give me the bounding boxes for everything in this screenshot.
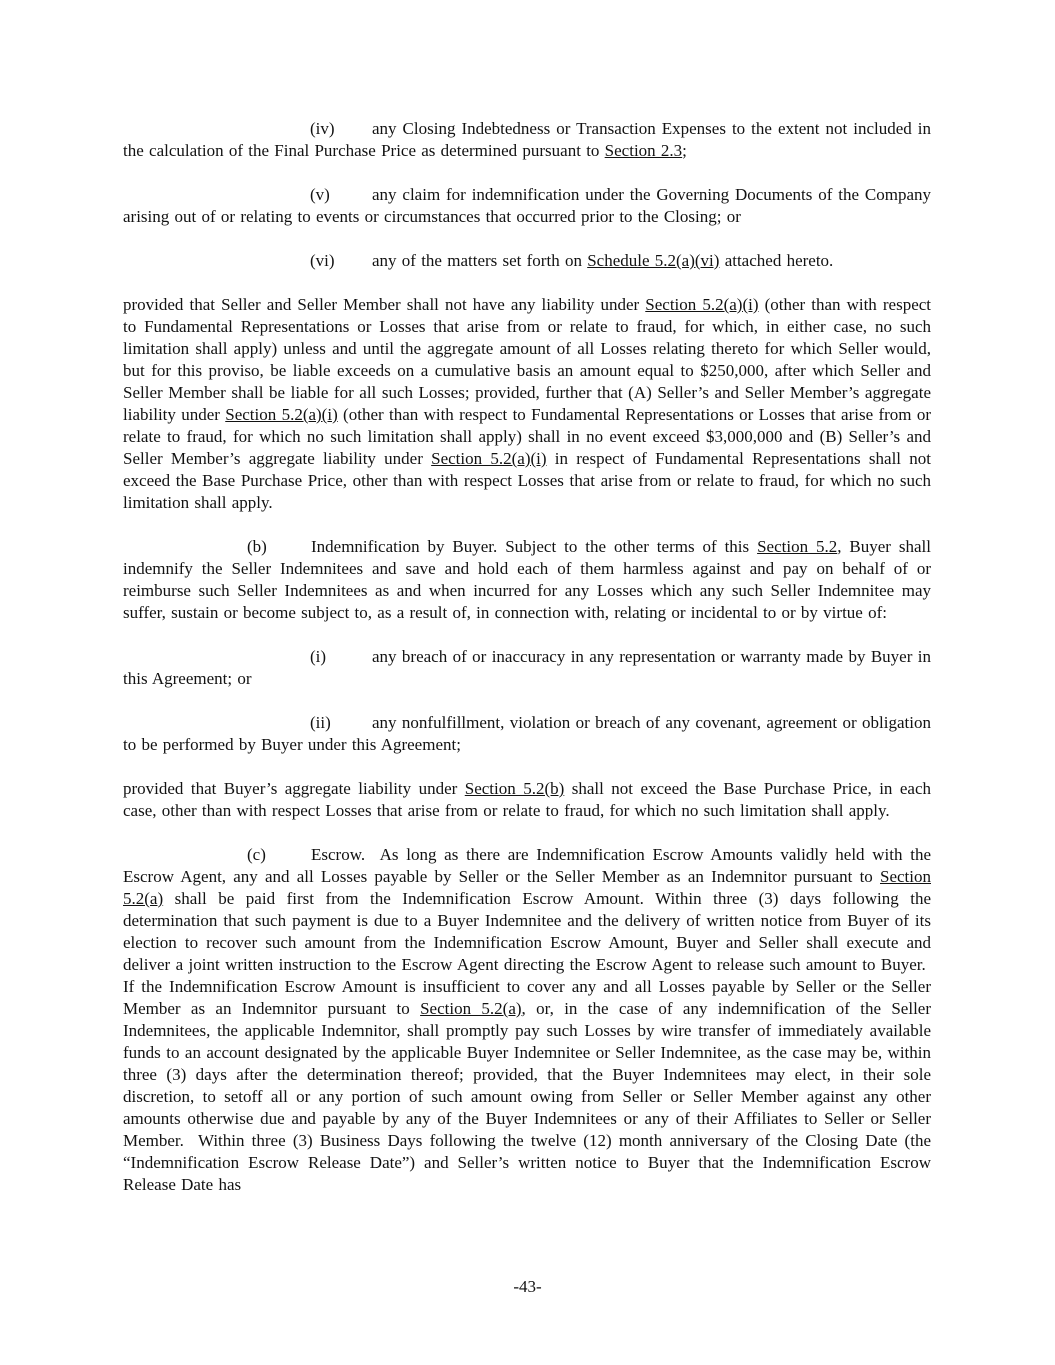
- body-text: provided that Seller and Seller Member shall not have any liability under: [123, 295, 646, 314]
- body-text: any of the matters set forth on: [372, 251, 588, 270]
- document-body: [123, 118, 931, 1218]
- clause-label: (c): [247, 845, 266, 864]
- body-text: , Buyer shall indemnify the Seller Indemnitees and save and hold each of them harmless against and pay on behalf of or reimburse such Seller Indemnitees as and when incurred for any Losses which any such Seller Indemnitee may suffer, sustain or become subject to, as a result of, in connection with, relating or incidental to or by virtue of:: [123, 537, 931, 622]
- body-text: ;: [682, 141, 687, 160]
- body-text: (other than with respect to Fundamental Representations or Losses that arise from or relate to fraud, for which, in either case, no such limitation shall apply) unless and until the aggregate amount of all Losses relating thereto for which Seller would, but for this proviso, be liable exceeds on a cumulative basis an amount equal to $250,000, after which Seller and Seller Member shall be liable for all such Losses; provided, further that (A) Seller’s and Seller Member’s aggregate liability under: [123, 295, 932, 424]
- section-reference: Section 5.2(a)(i): [431, 449, 547, 468]
- page-number: -43-: [513, 1277, 542, 1296]
- body-text: Escrow. As long as there are Indemnification Escrow Amounts validly held with the Escrow Agent, any and all Losses payable by Seller or the Seller Member as an Indemnitor pursuant to: [123, 845, 931, 886]
- clause-vi: [123, 250, 931, 272]
- clause-b: [123, 536, 931, 624]
- body-text: any nonfulfillment, violation or breach of any covenant, agreement or obligation to be performed by Buyer under this Agreement;: [123, 713, 931, 754]
- clause-label: (ii): [310, 713, 331, 732]
- clause-c: [123, 844, 931, 1196]
- clause-label: (i): [310, 647, 327, 666]
- body-text: (other than with respect to Fundamental Representations or Losses that arise from or relate to fraud, for which no such limitation shall apply) shall in no event exceed $3,000,000 and (B) Seller’s and Seller Member’s aggregate liability under: [123, 405, 931, 468]
- proviso-buyer-liability: [123, 778, 931, 822]
- body-text: , or, in the case of any indemnification of the Seller Indemnitees, the applicable Indemnitor, shall promptly pay such Losses by wire transfer of immediately available funds to an account designated by the applicable Buyer Indemnitee or Seller Indemnitee, as the case may be, within three (3) days after the determination thereof; provided, that the Buyer Indemnitees may elect, in their sole discretion, to setoff all or any portion of such amount owing from Seller or Seller Member against any other amounts otherwise due and payable by any of the Buyer Indemnitees or any of their Affiliates to Seller or Seller Member. Within three (3) Business Days following the twelve (12) month anniversary of the Closing Date (the “Indemnification Escrow Release Date”) and Seller’s written notice to Buyer that the Indemnification Escrow Release Date has: [123, 999, 932, 1194]
- body-text: Indemnification by Buyer. Subject to the other terms of this: [311, 537, 758, 556]
- proviso-seller-liability: [123, 294, 931, 514]
- clause-label: (b): [247, 537, 267, 556]
- clause-label: (v): [310, 185, 330, 204]
- section-reference: Section 5.2(a): [123, 867, 931, 908]
- clause-label: (vi): [310, 251, 335, 270]
- body-text: provided that Buyer’s aggregate liability under: [123, 779, 465, 798]
- section-reference: Section 5.2(b): [464, 779, 565, 798]
- section-reference: Section 5.2(a): [420, 999, 522, 1018]
- section-reference: Schedule 5.2(a)(vi): [587, 251, 720, 270]
- section-reference: Section 5.2: [757, 537, 838, 556]
- clause-v: [123, 184, 931, 228]
- section-reference: Section 2.3: [604, 141, 683, 160]
- body-text: any claim for indemnification under the Governing Documents of the Company arising out of or relating to events or circumstances that occurred prior to the Closing; or: [123, 185, 931, 226]
- body-text: shall be paid first from the Indemnification Escrow Amount. Within three (3) days following the determination that such payment is due to a Buyer Indemnitee and the delivery of written notice from Buyer of its election to recover such amount from the Indemnification Escrow Amount, Buyer and Seller shall execute and deliver a joint written instruction to the Escrow Agent directing the Escrow Agent to release such amount to Buyer. If the Indemnification Escrow Amount is insufficient to cover any and all Losses payable by Seller or the Seller Member as an Indemnitor pursuant to: [123, 889, 931, 1018]
- body-text: any Closing Indebtedness or Transaction Expenses to the extent not included in the calculation of the Final Purchase Price as determined pursuant to: [123, 119, 931, 160]
- clause-b-ii: [123, 712, 931, 756]
- section-reference: Section 5.2(a)(i): [225, 405, 338, 424]
- clause-b-i: [123, 646, 931, 690]
- body-text: in respect of Fundamental Representations shall not exceed the Base Purchase Price, other than with respect Losses that arise from or relate to fraud, for which no such limitation shall apply.: [123, 449, 931, 512]
- body-text: attached hereto.: [719, 251, 834, 270]
- body-text: any breach of or inaccuracy in any representation or warranty made by Buyer in this Agreement; or: [123, 647, 931, 688]
- body-text: shall not exceed the Base Purchase Price, in each case, other than with respect Losses that arise from or relate to fraud, for which no such limitation shall apply.: [123, 779, 932, 820]
- clause-label: (iv): [310, 119, 335, 138]
- clause-iv: [123, 118, 931, 162]
- section-reference: Section 5.2(a)(i): [645, 295, 759, 314]
